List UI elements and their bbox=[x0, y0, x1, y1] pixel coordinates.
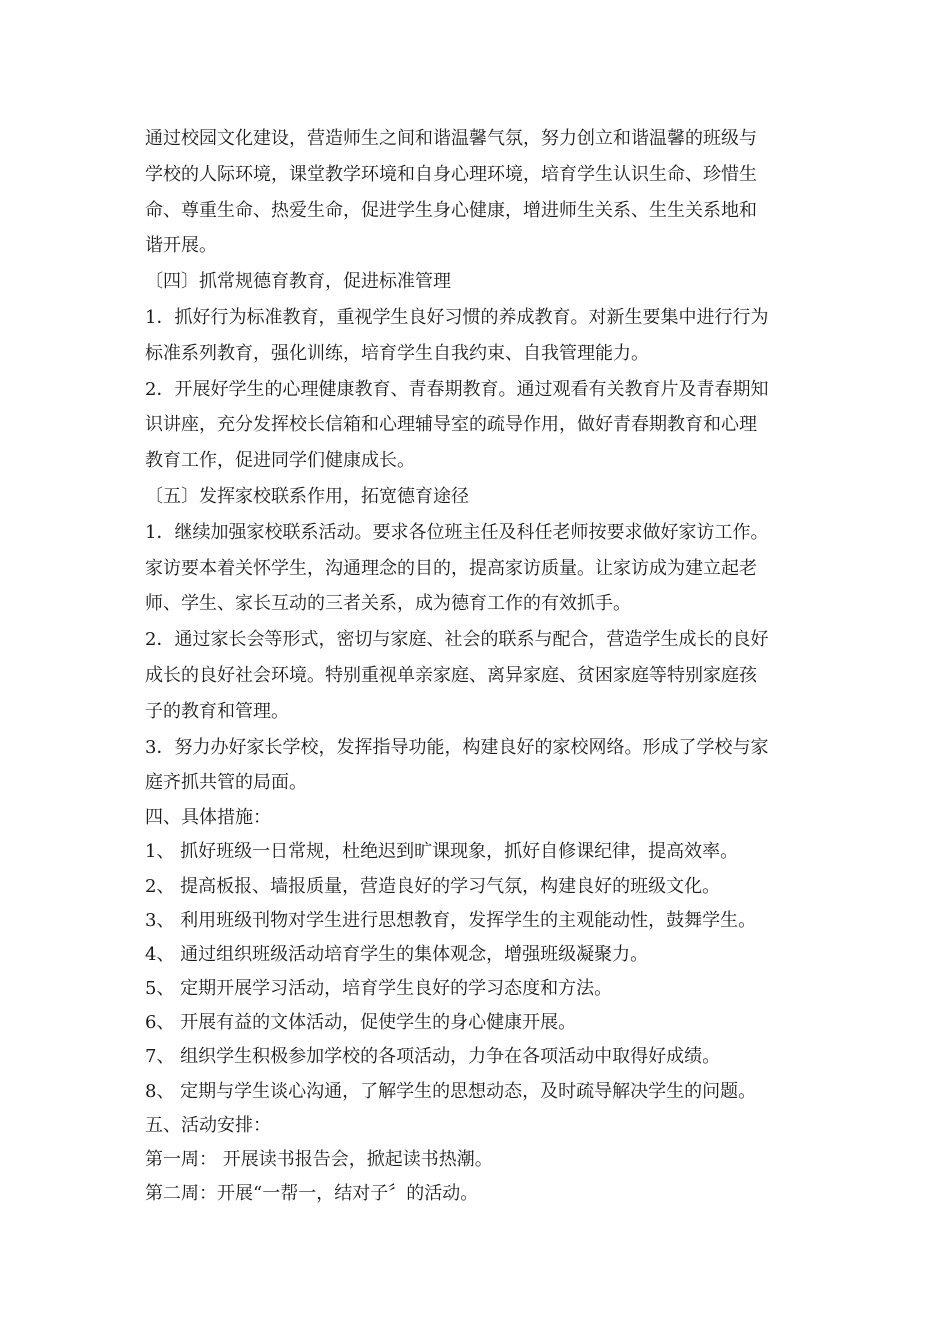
paragraph-line: 成长的良好社会环境。特别重视单亲家庭、离异家庭、贫困家庭等特别家庭孩 bbox=[145, 664, 757, 686]
paragraph-line: 识讲座，充分发挥校长信箱和心理辅导室的疏导作用，做好青春期教育和心理 bbox=[145, 414, 757, 436]
section-heading: 〔四〕抓常规德育教育，促进标准管理 bbox=[145, 271, 451, 293]
section-heading: 〔五〕发挥家校联系作用，拓宽德育途径 bbox=[145, 485, 469, 507]
paragraph-line: 3．努力办好家长学校，发挥指导功能，构建良好的家校网络。形成了学校与家 bbox=[145, 736, 769, 758]
paragraph-line: 通过校园文化建设，营造师生之间和谐温馨气氛，努力创立和谐温馨的班级与 bbox=[145, 128, 757, 149]
paragraph-line: 1．继续加强家校联系活动。要求各位班主任及科任老师按要求做好家访工作。 bbox=[145, 521, 769, 543]
list-item: 2、 提高板报、墙报质量，营造良好的学习气氛，构建良好的班级文化。 bbox=[145, 875, 721, 897]
document-body bbox=[145, 121, 815, 1211]
list-item: 5、 定期开展学习活动，培育学生良好的学习态度和方法。 bbox=[145, 978, 613, 1000]
list-item: 4、 通过组织班级活动培育学生的集体观念，增强班级凝聚力。 bbox=[145, 943, 649, 965]
schedule-item: 第一周： 开展读书报告会，掀起读书热潮。 bbox=[145, 1149, 493, 1171]
section-heading: 四、具体措施： bbox=[145, 807, 271, 829]
list-item: 6、 开展有益的文体活动，促使学生的身心健康开展。 bbox=[145, 1012, 577, 1034]
paragraph-line: 1．抓好行为标准教育，重视学生良好习惯的养成教育。对新生要集中进行行为 bbox=[145, 306, 769, 328]
list-item: 3、 利用班级刊物对学生进行思想教育，发挥学生的主观能动性，鼓舞学生。 bbox=[145, 909, 757, 931]
paragraph-line: 学校的人际环境，课堂教学环境和自身心理环境，培育学生认识生命、珍惜生 bbox=[145, 163, 757, 185]
paragraph-line: 子的教育和管理。 bbox=[145, 700, 289, 722]
paragraph-line: 教育工作，促进同学们健康成长。 bbox=[145, 450, 415, 472]
paragraph-line: 2．开展好学生的心理健康教育、青春期教育。通过观看有关教育片及青春期知 bbox=[145, 378, 769, 400]
schedule-item: 第二周：开展“一帮一，结对子〞的活动。 bbox=[145, 1183, 479, 1205]
paragraph-line: 庭齐抓共管的局面。 bbox=[145, 772, 307, 794]
paragraph-line: 标准系列教育，强化训练，培育学生自我约束、自我管理能力。 bbox=[145, 342, 649, 364]
section-heading: 五、活动安排： bbox=[145, 1114, 271, 1136]
list-item: 1、 抓好班级一日常规，杜绝迟到旷课现象，抓好自修课纪律，提高效率。 bbox=[145, 841, 739, 863]
paragraph-line: 家访要本着关怀学生，沟通理念的目的，提高家访质量。让家访成为建立起老 bbox=[145, 557, 757, 579]
paragraph-line: 2．通过家长会等形式，密切与家庭、社会的联系与配合，营造学生成长的良好 bbox=[145, 629, 769, 651]
paragraph-line: 谐开展。 bbox=[145, 235, 217, 257]
list-item: 7、 组织学生积极参加学校的各项活动，力争在各项活动中取得好成绩。 bbox=[145, 1046, 721, 1068]
paragraph-line: 师、学生、家长互动的三者关系，成为德育工作的有效抓手。 bbox=[145, 593, 631, 615]
list-item: 8、 定期与学生谈心沟通，了解学生的思想动态，及时疏导解决学生的问题。 bbox=[145, 1080, 757, 1102]
paragraph-line: 命、尊重生命、热爱生命，促进学生身心健康，增进师生关系、生生关系地和 bbox=[145, 199, 757, 221]
